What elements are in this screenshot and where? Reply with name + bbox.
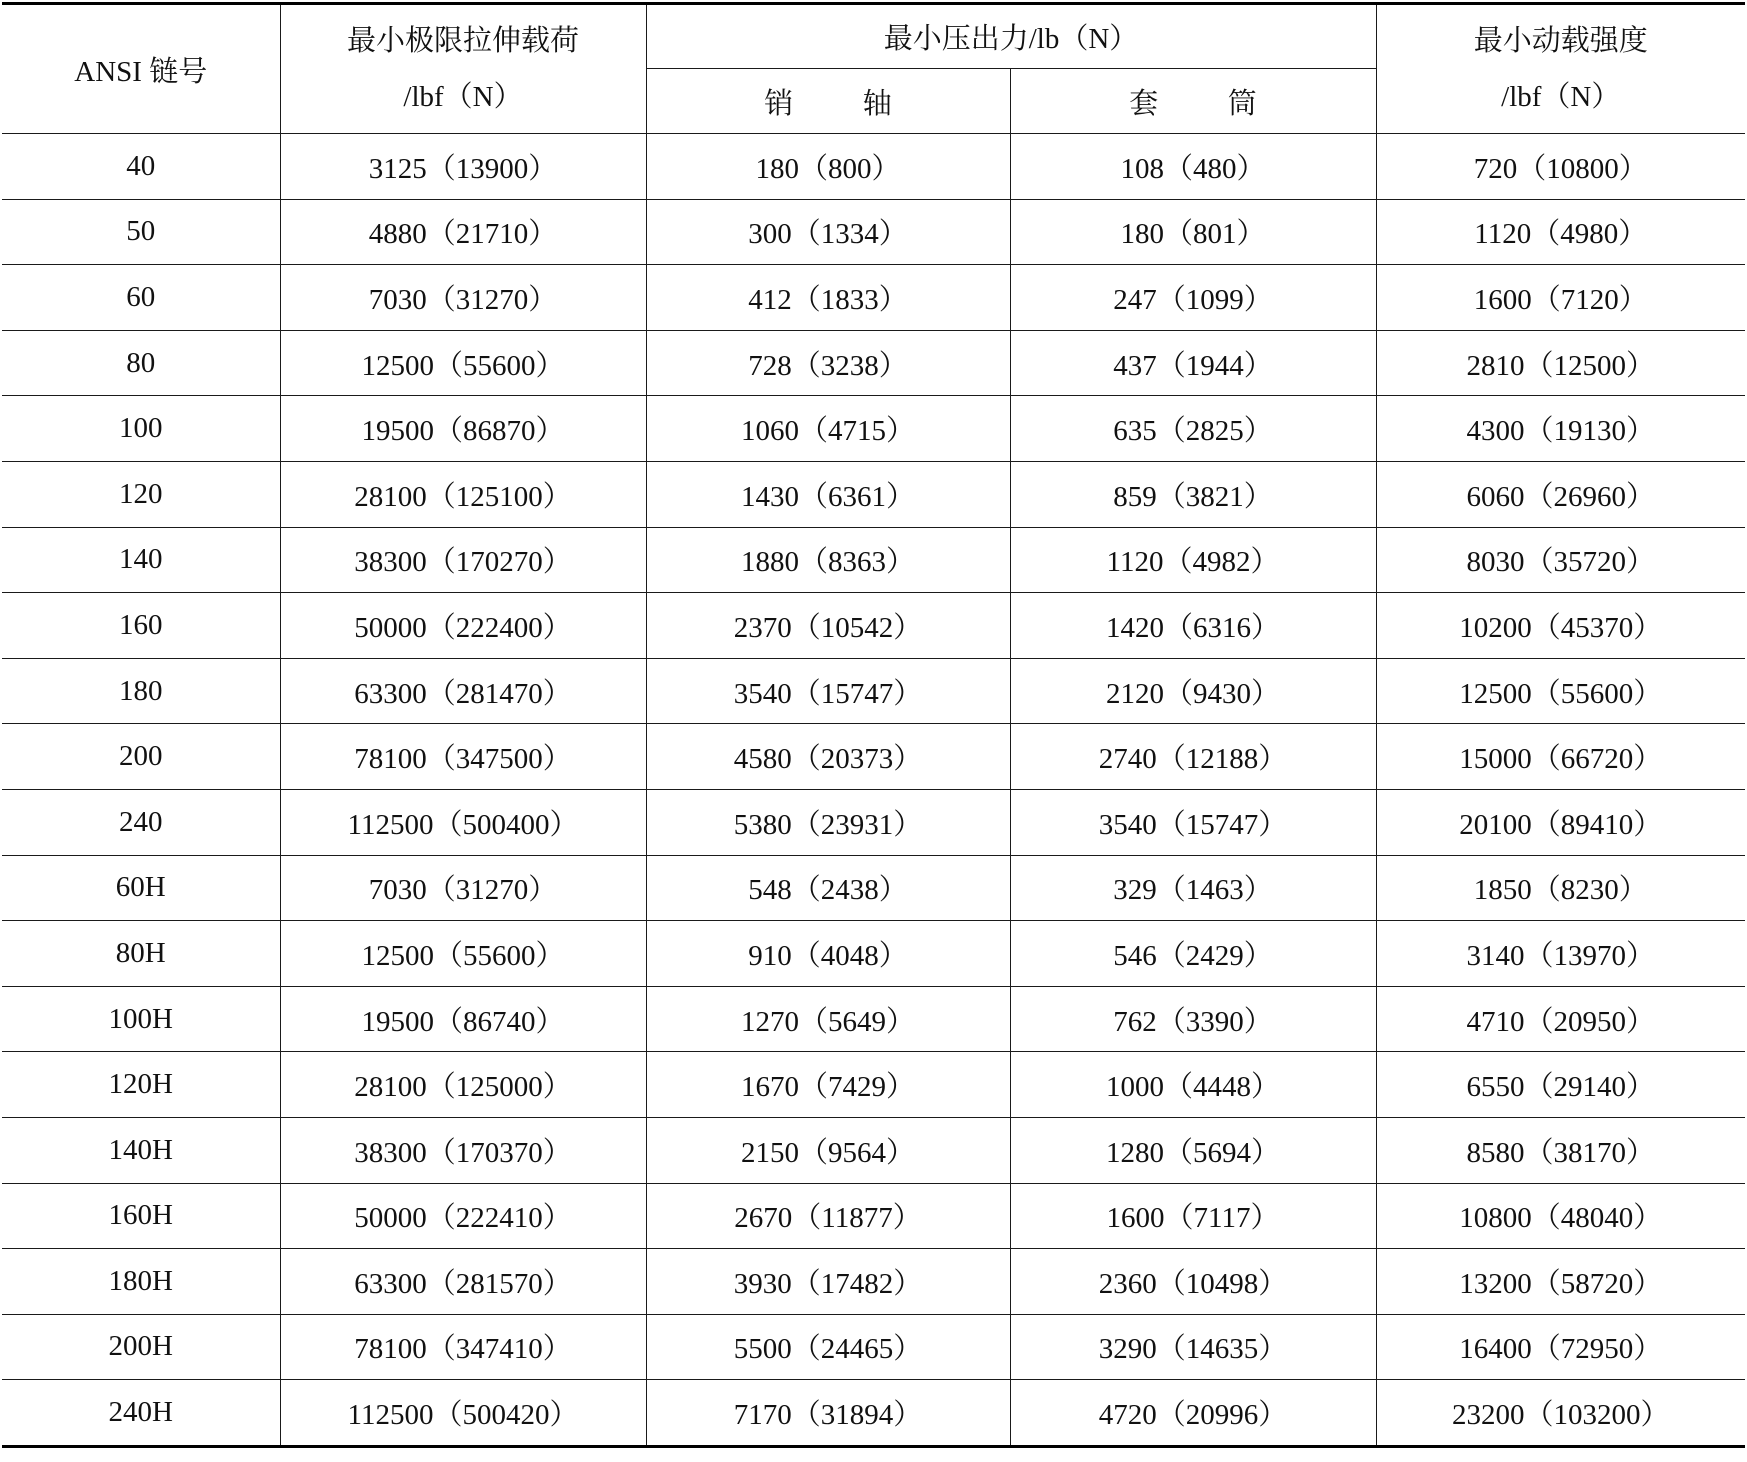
table-row [2, 134, 1745, 200]
cell-pin-press-out: 180（800） [646, 134, 1010, 200]
cell-min-dynamic-strength: 4300（19130） [1376, 396, 1745, 462]
table-row [2, 1052, 1745, 1118]
cell-min-tensile-load: 78100（347500） [280, 724, 646, 790]
cell-pin-press-out: 2150（9564） [646, 1117, 1010, 1183]
cell-min-dynamic-strength: 6550（29140） [1376, 1052, 1745, 1118]
cell-min-dynamic-strength: 23200（103200） [1376, 1380, 1745, 1447]
cell-bushing-press-out: 859（3821） [1010, 461, 1376, 527]
cell-min-dynamic-strength: 16400（72950） [1376, 1314, 1745, 1380]
cell-bushing-press-out: 3290（14635） [1010, 1314, 1376, 1380]
cell-min-tensile-load: 50000（222410） [280, 1183, 646, 1249]
cell-min-tensile-load: 38300（170270） [280, 527, 646, 593]
table-row [2, 1380, 1745, 1447]
cell-min-dynamic-strength: 12500（55600） [1376, 658, 1745, 724]
cell-bushing-press-out: 329（1463） [1010, 855, 1376, 921]
cell-bushing-press-out: 2740（12188） [1010, 724, 1376, 790]
cell-min-dynamic-strength: 20100（89410） [1376, 789, 1745, 855]
cell-min-tensile-load: 63300（281570） [280, 1249, 646, 1315]
table-row [2, 1183, 1745, 1249]
cell-min-tensile-load: 12500（55600） [280, 330, 646, 396]
cell-pin-press-out: 3540（15747） [646, 658, 1010, 724]
header-min-tensile-load-line1: 最小极限拉伸载荷 [346, 25, 579, 57]
table-row [2, 396, 1745, 462]
table-row [2, 789, 1745, 855]
header-pin-text: 销轴 [764, 87, 962, 120]
table-row [2, 1314, 1745, 1380]
cell-chain-number: 100H [2, 986, 280, 1052]
cell-chain-number: 60 [2, 265, 280, 331]
cell-pin-press-out: 1270（5649） [646, 986, 1010, 1052]
header-min-tensile-load [280, 4, 646, 134]
cell-min-tensile-load: 112500（500400） [280, 789, 646, 855]
header-bushing-text: 套筒 [1129, 87, 1327, 120]
table-row [2, 265, 1745, 331]
cell-min-tensile-load: 19500（86870） [280, 396, 646, 462]
table-row [2, 986, 1745, 1052]
cell-min-dynamic-strength: 13200（58720） [1376, 1249, 1745, 1315]
cell-chain-number: 80H [2, 921, 280, 987]
cell-min-tensile-load: 112500（500420） [280, 1380, 646, 1447]
cell-chain-number: 60H [2, 855, 280, 921]
cell-bushing-press-out: 3540（15747） [1010, 789, 1376, 855]
cell-min-dynamic-strength: 2810（12500） [1376, 330, 1745, 396]
cell-bushing-press-out: 2360（10498） [1010, 1249, 1376, 1315]
header-chain-number-text: ANSI 链号 [74, 55, 208, 88]
cell-pin-press-out: 2370（10542） [646, 593, 1010, 659]
cell-pin-press-out: 1430（6361） [646, 461, 1010, 527]
cell-min-tensile-load: 28100（125000） [280, 1052, 646, 1118]
cell-pin-press-out: 5500（24465） [646, 1314, 1010, 1380]
cell-chain-number: 240H [2, 1380, 280, 1447]
table-row [2, 1117, 1745, 1183]
cell-chain-number: 240 [2, 789, 280, 855]
cell-chain-number: 200H [2, 1314, 280, 1380]
cell-bushing-press-out: 1280（5694） [1010, 1117, 1376, 1183]
cell-bushing-press-out: 2120（9430） [1010, 658, 1376, 724]
table-row [2, 461, 1745, 527]
cell-min-tensile-load: 50000（222400） [280, 593, 646, 659]
cell-bushing-press-out: 546（2429） [1010, 921, 1376, 987]
cell-bushing-press-out: 1420（6316） [1010, 593, 1376, 659]
cell-chain-number: 80 [2, 330, 280, 396]
header-min-tensile-load-line2: /lbf（N） [403, 81, 523, 113]
cell-chain-number: 120H [2, 1052, 280, 1118]
cell-bushing-press-out: 4720（20996） [1010, 1380, 1376, 1447]
cell-min-dynamic-strength: 3140（13970） [1376, 921, 1745, 987]
table-row [2, 593, 1745, 659]
cell-chain-number: 100 [2, 396, 280, 462]
cell-min-tensile-load: 4880（21710） [280, 199, 646, 265]
cell-bushing-press-out: 180（801） [1010, 199, 1376, 265]
table-row [2, 921, 1745, 987]
cell-bushing-press-out: 108（480） [1010, 134, 1376, 200]
cell-pin-press-out: 7170（31894） [646, 1380, 1010, 1447]
header-min-dynamic-strength [1376, 4, 1745, 134]
header-min-press-out-force-text: 最小压出力/lb（N） [883, 23, 1139, 55]
header-min-dynamic-strength-line1: 最小动载强度 [1473, 25, 1648, 57]
cell-bushing-press-out: 635（2825） [1010, 396, 1376, 462]
cell-bushing-press-out: 437（1944） [1010, 330, 1376, 396]
cell-min-tensile-load: 78100（347410） [280, 1314, 646, 1380]
header-min-dynamic-strength-line2: /lbf（N） [1501, 81, 1621, 113]
cell-min-tensile-load: 19500（86740） [280, 986, 646, 1052]
cell-min-tensile-load: 28100（125100） [280, 461, 646, 527]
table-body [2, 134, 1745, 1447]
cell-min-dynamic-strength: 1600（7120） [1376, 265, 1745, 331]
cell-min-tensile-load: 12500（55600） [280, 921, 646, 987]
table-row [2, 724, 1745, 790]
cell-bushing-press-out: 247（1099） [1010, 265, 1376, 331]
cell-pin-press-out: 2670（11877） [646, 1183, 1010, 1249]
table-row [2, 1249, 1745, 1315]
header-bushing [1010, 69, 1376, 134]
cell-pin-press-out: 910（4048） [646, 921, 1010, 987]
cell-chain-number: 200 [2, 724, 280, 790]
table-row [2, 330, 1745, 396]
cell-bushing-press-out: 762（3390） [1010, 986, 1376, 1052]
cell-min-tensile-load: 7030（31270） [280, 855, 646, 921]
cell-bushing-press-out: 1600（7117） [1010, 1183, 1376, 1249]
cell-min-tensile-load: 7030（31270） [280, 265, 646, 331]
cell-min-dynamic-strength: 15000（66720） [1376, 724, 1745, 790]
cell-pin-press-out: 1880（8363） [646, 527, 1010, 593]
cell-pin-press-out: 1670（7429） [646, 1052, 1010, 1118]
table-row [2, 527, 1745, 593]
table-row [2, 199, 1745, 265]
cell-chain-number: 140H [2, 1117, 280, 1183]
cell-chain-number: 180 [2, 658, 280, 724]
cell-min-dynamic-strength: 1120（4980） [1376, 199, 1745, 265]
cell-min-tensile-load: 63300（281470） [280, 658, 646, 724]
chain-strength-table [2, 2, 1745, 1448]
cell-min-dynamic-strength: 1850（8230） [1376, 855, 1745, 921]
cell-min-dynamic-strength: 720（10800） [1376, 134, 1745, 200]
cell-min-tensile-load: 38300（170370） [280, 1117, 646, 1183]
cell-min-dynamic-strength: 8030（35720） [1376, 527, 1745, 593]
cell-chain-number: 40 [2, 134, 280, 200]
cell-pin-press-out: 300（1334） [646, 199, 1010, 265]
cell-bushing-press-out: 1000（4448） [1010, 1052, 1376, 1118]
header-min-press-out-force [646, 4, 1376, 69]
cell-min-dynamic-strength: 4710（20950） [1376, 986, 1745, 1052]
cell-min-dynamic-strength: 10800（48040） [1376, 1183, 1745, 1249]
cell-min-dynamic-strength: 10200（45370） [1376, 593, 1745, 659]
cell-chain-number: 120 [2, 461, 280, 527]
cell-bushing-press-out: 1120（4982） [1010, 527, 1376, 593]
cell-chain-number: 140 [2, 527, 280, 593]
cell-pin-press-out: 5380（23931） [646, 789, 1010, 855]
table-row [2, 855, 1745, 921]
cell-pin-press-out: 4580（20373） [646, 724, 1010, 790]
header-row-1 [2, 4, 1745, 69]
cell-min-tensile-load: 3125（13900） [280, 134, 646, 200]
cell-chain-number: 50 [2, 199, 280, 265]
cell-pin-press-out: 1060（4715） [646, 396, 1010, 462]
table-row [2, 658, 1745, 724]
header-chain-number [2, 4, 280, 134]
cell-pin-press-out: 3930（17482） [646, 1249, 1010, 1315]
cell-pin-press-out: 548（2438） [646, 855, 1010, 921]
cell-chain-number: 160H [2, 1183, 280, 1249]
cell-pin-press-out: 412（1833） [646, 265, 1010, 331]
table-header [2, 4, 1745, 134]
cell-chain-number: 160 [2, 593, 280, 659]
cell-min-dynamic-strength: 6060（26960） [1376, 461, 1745, 527]
header-pin [646, 69, 1010, 134]
cell-min-dynamic-strength: 8580（38170） [1376, 1117, 1745, 1183]
cell-pin-press-out: 728（3238） [646, 330, 1010, 396]
cell-chain-number: 180H [2, 1249, 280, 1315]
